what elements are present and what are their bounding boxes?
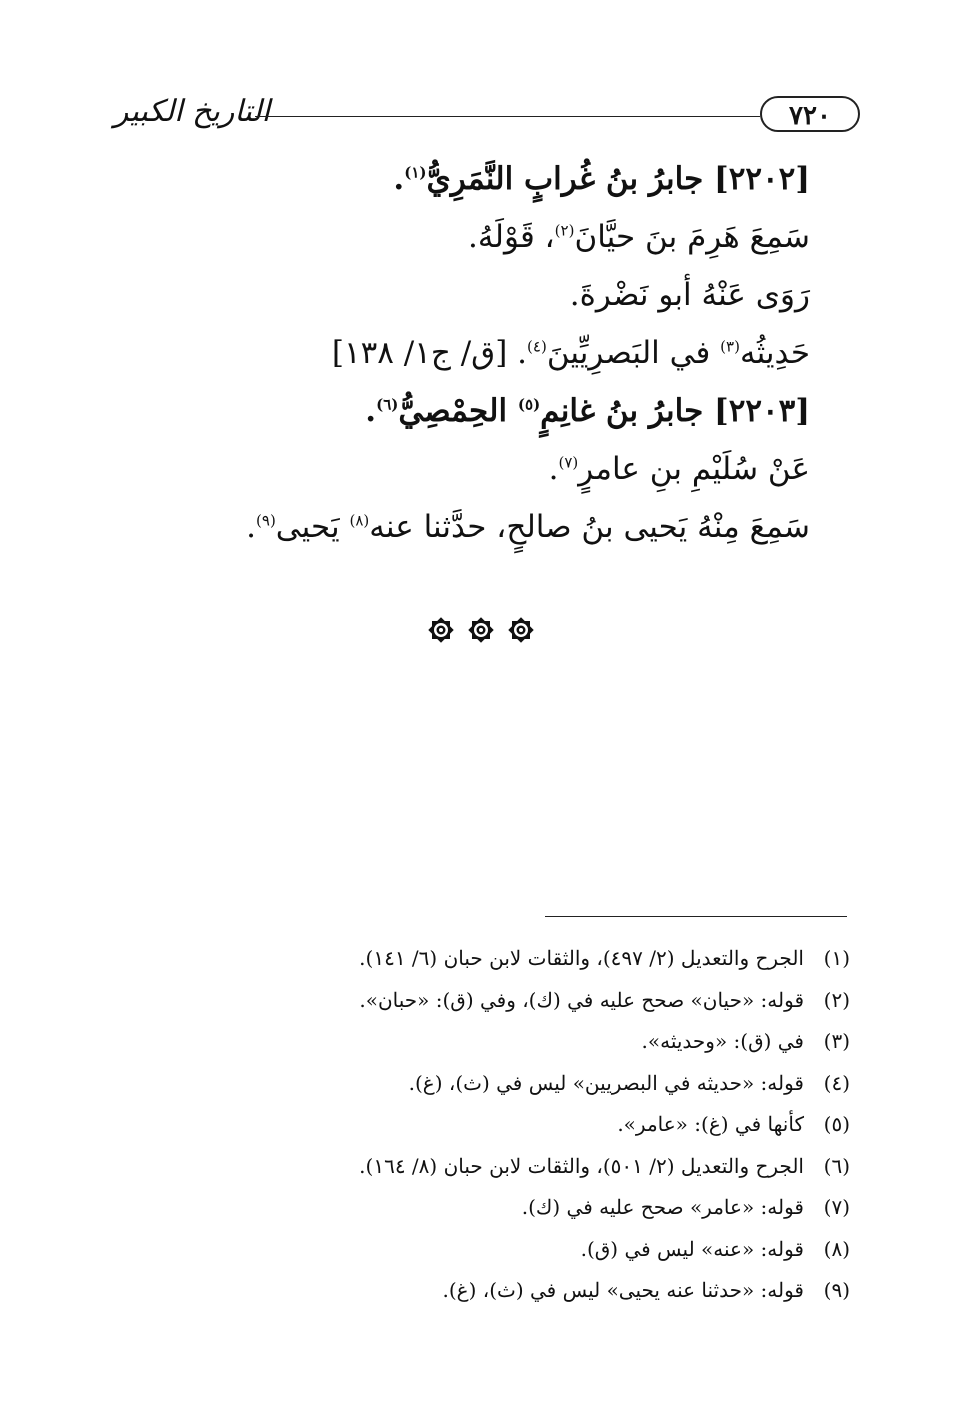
entry-line: رَوَى عَنْهُ أبو نَضْرةَ.: [569, 277, 810, 313]
footnote-ref: (٩): [256, 511, 276, 530]
footnote-2: (٢)قوله: «حيان» صحح عليه في (ك)، وفي (ق): «حبان».: [359, 987, 850, 1012]
footnote-8: (٨)قوله: «عنه» ليس في (ق).: [580, 1236, 850, 1261]
entry-line: سَمِعَ هَرِمَ بنَ حيَّانَ$^{(٢)}$، قَوْلَهُ.: [468, 219, 810, 255]
footnote-ref: (٣): [720, 337, 740, 356]
footnote-ref: (٨): [349, 511, 370, 530]
footnote-1: (١)الجرح والتعديل (٢/ ٤٩٧)، والثقات لابن حبان (٦/ ١٤١).: [359, 946, 850, 970]
eight-point-star-ornament-icon: [425, 614, 457, 646]
footnotes: [290, 938, 850, 1312]
footnote-5: (٥)كأنها في (غ): «عامر».: [617, 1112, 850, 1136]
footnote-6: (٦)الجرح والتعديل (٢/ ٥٠١)، والثقات لابن حبان (٨/ ١٦٤).: [359, 1153, 850, 1178]
entry-heading-2203: [٢٢٠٣] جابرُ بنُ غانِمٍ$^{(٥)}$ الحِمْصِيُّ$^{(٦)}$.: [365, 393, 810, 429]
entry-line: عَنْ سُلَيْمِ بنِ عامرٍ$^{(٧)}$.: [548, 451, 810, 487]
footnote-separator: [545, 916, 847, 917]
footnote-ref: (٧): [558, 453, 579, 472]
entry-name: جابرُ بنُ غُرابٍ النَّمَرِيُّ: [426, 161, 715, 197]
main-text: [246, 150, 810, 556]
footnote-7: (٧)قوله: «عامر» صحح عليه في (ك).: [521, 1195, 850, 1219]
entry-line: حَدِيثُه$^{(٣)}$ في البَصرِيِّينَ$^{(٤)}$. [ق/ ج١/ ١٣٨]: [331, 335, 810, 371]
footnote-3: (٣)في (ق): «وحديثه».: [641, 1029, 850, 1053]
entry-line: سَمِعَ مِنْهُ يَحيى بنُ صالحٍ، حدَّثنا عنه$^{(٨)}$ يَحيى$^{(٩)}$.: [246, 509, 810, 545]
footnote-ref: (٢): [554, 221, 575, 240]
section-ornament: [425, 614, 537, 650]
header-rule: [255, 116, 760, 117]
entry-heading-2202: [٢٢٠٢] جابرُ بنُ غُرابٍ النَّمَرِيُّ$^{(١)}$.: [393, 161, 810, 197]
eight-point-star-ornament-icon: [505, 614, 537, 646]
entry-number: [٢٢٠٢]: [714, 161, 810, 197]
footnote-ref: (١): [404, 163, 427, 182]
eight-point-star-ornament-icon: [465, 614, 497, 646]
footnote-ref: (٦): [376, 395, 399, 414]
footnote-ref: (٤): [527, 337, 547, 356]
footnote-9: (٩)قوله: «حدثنا عنه يحيى» ليس في (ث)، (غ).: [442, 1278, 850, 1302]
entry-number: [٢٢٠٣]: [714, 393, 810, 429]
entry-name: جابرُ بنُ غانِمٍ: [540, 393, 715, 429]
page-number: ٧٢٠: [760, 96, 860, 132]
page-header: [113, 92, 860, 142]
running-title: التاريخ الكبير: [113, 94, 270, 129]
footnote-ref: (٥): [517, 395, 541, 414]
footnote-4: (٤)قوله: «حديثه في البصريين» ليس في (ث)، (غ).: [408, 1070, 850, 1095]
